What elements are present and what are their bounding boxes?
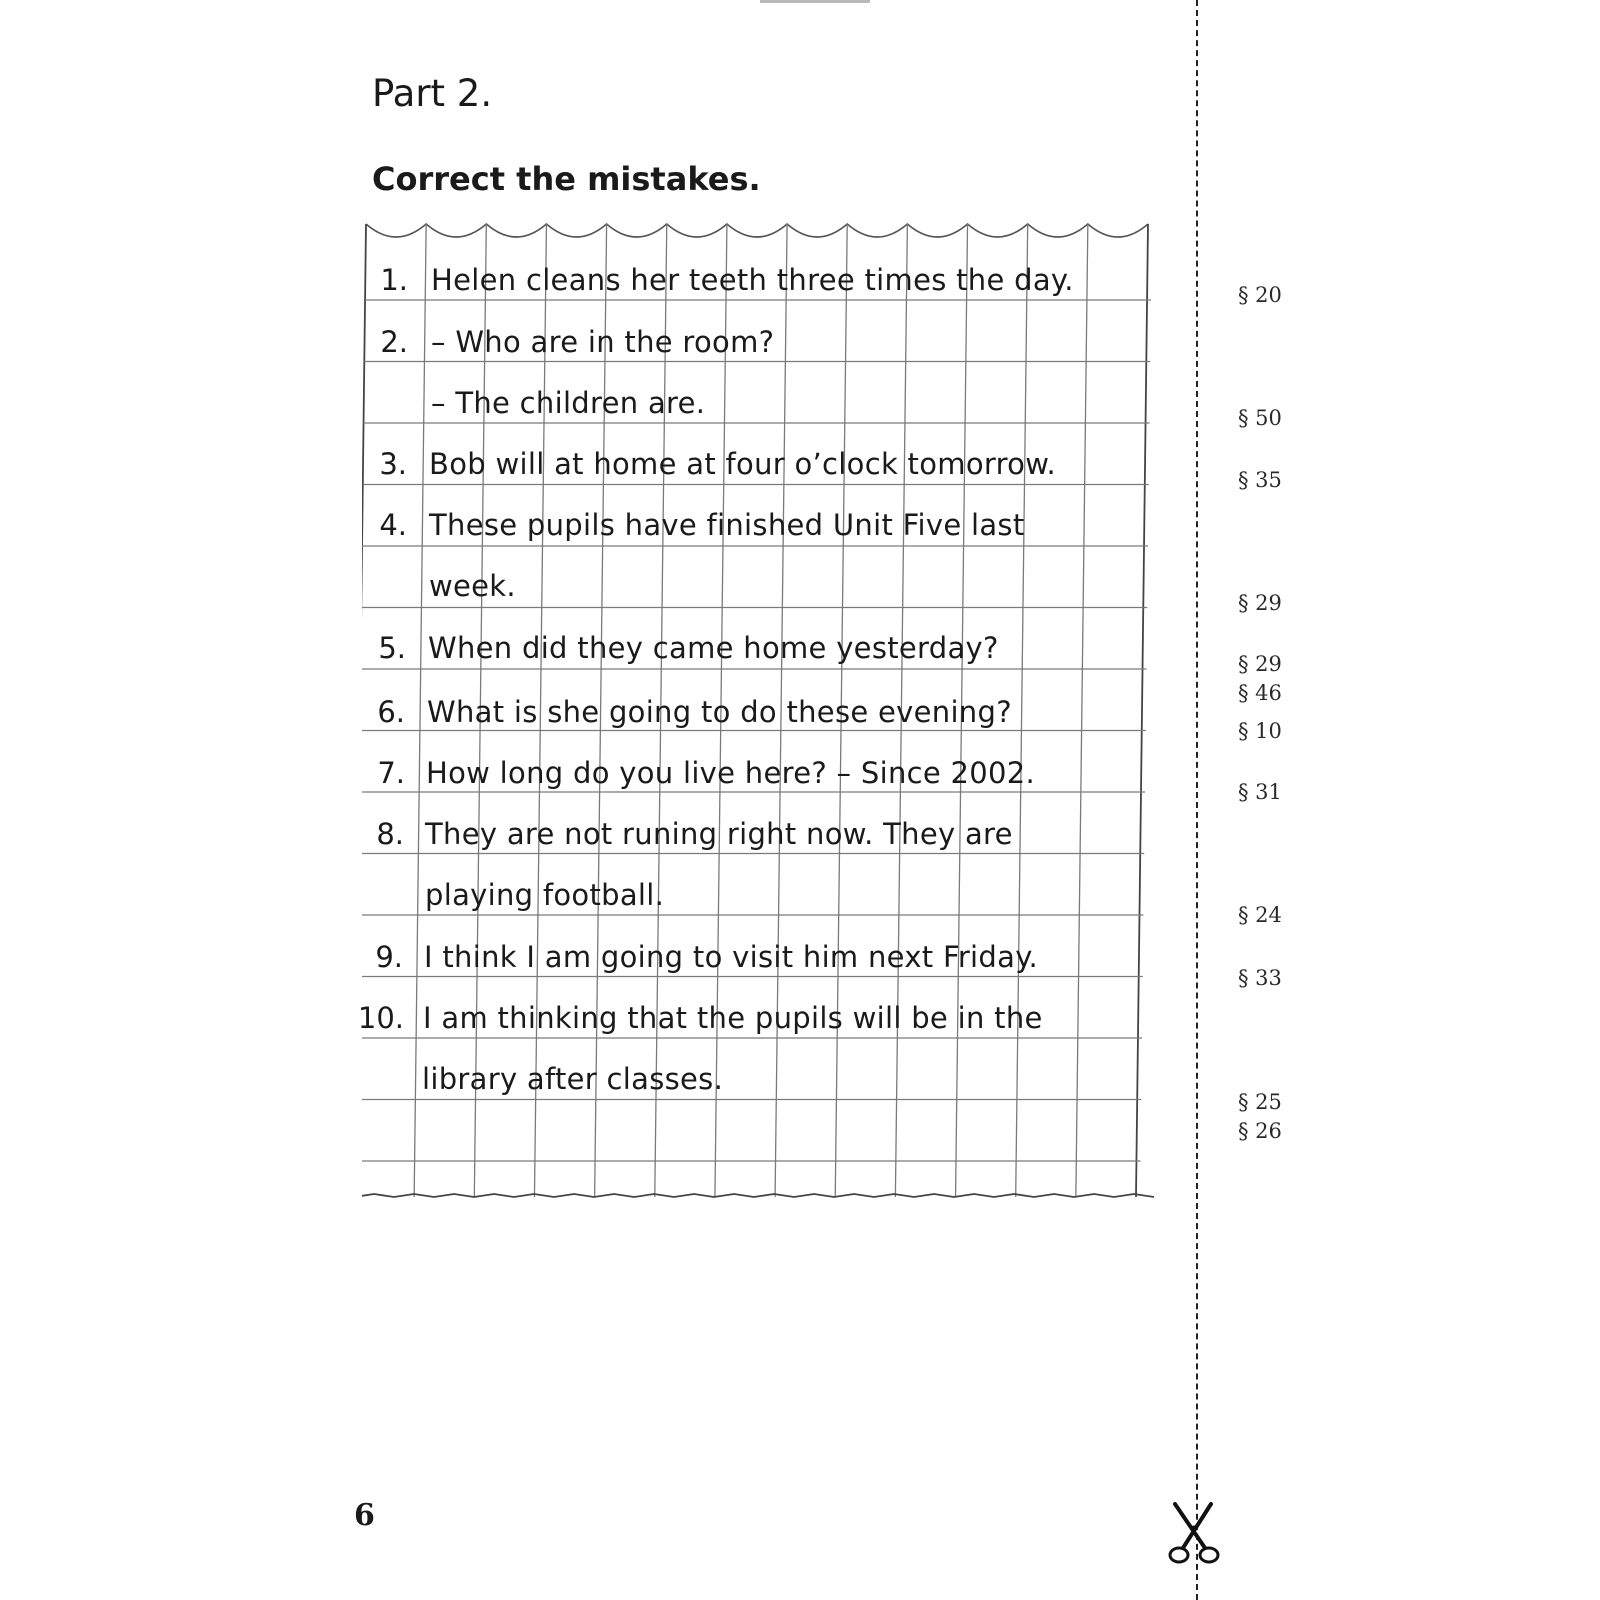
exercise-sentence: When did they came home yesterday? — [428, 631, 999, 665]
section-reference: § 26 — [1238, 1119, 1282, 1143]
exercise-sentence: week. — [429, 569, 516, 603]
exercise-row — [362, 926, 1162, 988]
section-reference: § 10 — [1238, 719, 1282, 743]
section-reference: § 24 — [1238, 903, 1282, 927]
exercise-sentence: – Who are in the room? — [431, 325, 775, 359]
exercise-sentence: I am thinking that the pupils will be in the — [423, 1001, 1043, 1035]
exercise-number — [344, 864, 404, 926]
exercise-sentence: How long do you live here? – Since 2002. — [426, 756, 1036, 790]
exercise-sentence: Helen cleans her teeth three times the day. — [431, 263, 1074, 297]
exercise-sentence: These pupils have finished Unit Five last — [429, 508, 1025, 542]
exercise-number: 7. — [377, 756, 405, 790]
grid-worksheet — [357, 222, 1162, 1230]
part-title: Part 2. — [372, 72, 493, 115]
exercise-sentence: – The children are. — [431, 386, 706, 420]
exercise-number — [343, 1048, 403, 1110]
exercise-number: 1. — [380, 263, 408, 297]
section-reference: § 29 — [1238, 652, 1282, 676]
exercise-row — [362, 1048, 1162, 1110]
exercise-sentence: What is she going to do these evening? — [427, 695, 1012, 729]
section-reference: § 35 — [1238, 468, 1282, 492]
exercise-number: 6. — [377, 695, 405, 729]
exercise-row — [362, 494, 1162, 556]
exercise-row — [362, 372, 1162, 434]
exercise-row — [362, 617, 1162, 679]
section-reference: § 20 — [1238, 283, 1282, 307]
grid-bottom-edge — [362, 1194, 1154, 1197]
exercise-number: 3. — [379, 447, 407, 481]
exercise-sentence: They are not runing right now. They are — [425, 817, 1013, 851]
exercise-sentence: I think I am going to visit him next Friday. — [424, 940, 1039, 974]
section-reference: § 46 — [1238, 681, 1282, 705]
page-number: 6 — [354, 1498, 375, 1533]
exercise-sentence: Bob will at home at four o’clock tomorrow. — [429, 447, 1057, 481]
section-reference: § 50 — [1238, 406, 1282, 430]
exercise-row — [362, 742, 1162, 804]
exercise-row — [357, 987, 1162, 1049]
exercise-number: 9. — [375, 940, 403, 974]
exercise-number: 5. — [378, 631, 406, 665]
grammar-references — [1238, 0, 1358, 1600]
exercise-row — [362, 803, 1162, 865]
exercise-number — [347, 555, 407, 617]
grid-top-edge — [366, 224, 1148, 237]
exercise-row — [362, 433, 1162, 495]
cut-line — [1196, 0, 1198, 1600]
exercise-row — [362, 249, 1162, 311]
instruction-heading: Correct the mistakes. — [372, 160, 761, 198]
exercise-row — [362, 555, 1162, 617]
exercise-number: 2. — [380, 325, 408, 359]
section-reference: § 25 — [1238, 1090, 1282, 1114]
exercise-number: 10. — [357, 1001, 404, 1035]
section-reference: § 29 — [1238, 591, 1282, 615]
exercise-sentence: library after classes. — [422, 1062, 724, 1096]
exercise-number: 4. — [379, 508, 407, 542]
section-reference: § 31 — [1238, 780, 1282, 804]
exercise-sentence: playing football. — [425, 878, 665, 912]
exercise-row — [362, 311, 1162, 373]
exercise-number: 8. — [376, 817, 404, 851]
scissors-icon — [1165, 1502, 1225, 1566]
top-edge-mark — [760, 0, 870, 3]
exercise-number — [348, 372, 408, 434]
section-reference: § 33 — [1238, 966, 1282, 990]
exercise-row — [362, 681, 1162, 743]
exercise-row — [362, 864, 1162, 926]
